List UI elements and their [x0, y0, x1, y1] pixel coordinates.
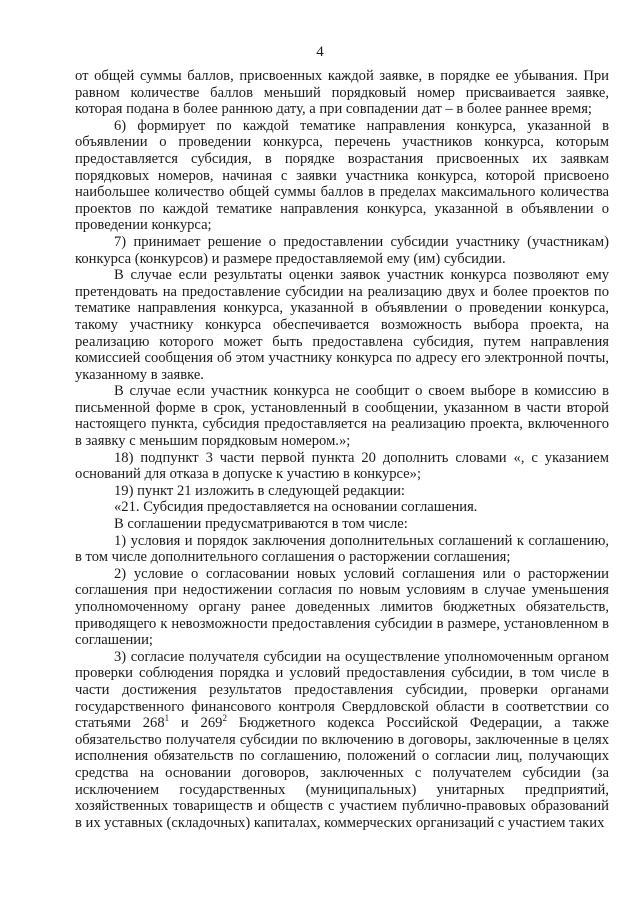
- superscript: 2: [222, 713, 227, 724]
- paragraph: «21. Субсидия предоставляется на основании соглашения.: [114, 499, 478, 516]
- paragraph-with-footnote-refs: [75, 649, 609, 832]
- superscript: 1: [164, 713, 170, 724]
- paragraph: 6) формирует по каждой тематике направления конкурса, указанной в объявлении о проведении конкурса, перечень участников конкурса, которым предоставляется субсидия, в порядке возрастания присвоенных их заявкам порядковых номеров, начиная с заявки участника конкурса, которой присвоено наибольшее количество общей суммы баллов в пределах максимального количества проектов по каждой тематике направления конкурса, указанной в объявлении о проведении конкурса;: [75, 117, 609, 234]
- paragraph-text: 3) согласие получателя субсидии на осуществление уполномоченным органом проверки соблюдения порядка и условий предоставления субсидии, в том числе в части достижения результатов предоставления субсидии, проверки органами государственного финансового контроля Свердловской области в соответствии со статьями 268: [75, 648, 609, 732]
- paragraph: В случае если результаты оценки заявок участник конкурса позволяют ему претендовать на предоставление субсидии на реализацию двух и более проектов по тематике направления конкурса, указанной в объявлении о проведении конкурса, такому участнику конкурса обеспечивается возможность выбора проекта, на реализацию которого может быть предоставлена субсидия, путем направления комиссией сообщения об этом участнику конкурса по адресу его электронной почты, указанному в заявке.: [75, 267, 609, 383]
- paragraph: В случае если участник конкурса не сообщит о своем выборе в комиссию в письменной форме в срок, установленный в сообщении, указанном в части второй настоящего пункта, субсидия предоставляется на реализацию проекта, включенного в заявку с меньшим порядковым номером.»;: [75, 383, 609, 450]
- page-number: 4: [316, 44, 324, 60]
- paragraph: 19) пункт 21 изложить в следующей редакции:: [114, 482, 405, 499]
- paragraph: от общей суммы баллов, присвоенных каждой заявке, в порядке ее убывания. При равном количестве баллов меньший порядковый номер присваивается заявке, которая подана в более раннюю дату, а при совпадении дат – в более раннее время;: [75, 68, 609, 118]
- paragraph: 7) принимает решение о предоставлении субсидии участнику (участникам) конкурса (конкурсов) и размере предоставляемой ему (им) субсидии.: [75, 233, 609, 267]
- paragraph-text: Бюджетного кодекса Российской Федерации, а также обязательство получателя субсидии по включению в договоры, заключенные в целях исполнения обязательств по соглашению, положений о согласии лиц, получающих средства на основании договоров, заключенных с получателем субсидии (за исключением государственных (муниципальных) унитарных предприятий, хозяйственных товариществ и обществ с участием публично-правовых образований в их уставных (складочных) капиталах, коммерческих организаций с участием таких: [75, 715, 609, 831]
- document-body: [75, 68, 609, 831]
- paragraph: В соглашении предусматриваются в том числе:: [114, 516, 408, 533]
- paragraph: 2) условие о согласовании новых условий соглашения или о расторжении соглашения при недостижении согласия по новым условиям в случае уменьшения уполномоченному органу ранее доведенных лимитов бюджетных обязательств, приводящего к невозможности предоставления субсидии в размере, установленном в соглашении;: [75, 565, 609, 649]
- paragraph: 1) условия и порядок заключения дополнительных соглашений к соглашению, в том числе дополнительного соглашения о расторжении соглашения;: [75, 532, 609, 566]
- paragraph: 18) подпункт 3 части первой пункта 20 дополнить словами «, с указанием оснований для отказа в допуске к участию в конкурсе»;: [75, 449, 609, 483]
- paragraph-text: и 269: [169, 715, 223, 732]
